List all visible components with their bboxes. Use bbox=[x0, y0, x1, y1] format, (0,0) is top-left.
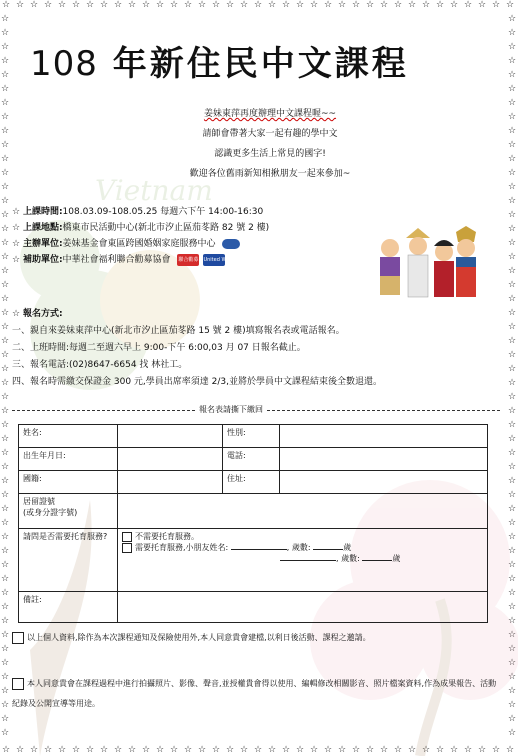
border-star-icon: ☆ bbox=[508, 644, 517, 654]
border-star-icon: ☆ bbox=[296, 745, 305, 755]
notes-label: 備註: bbox=[19, 592, 118, 623]
signup-item: 二、上班時間:每週二至週六早上 9:00-下午 6:00,03 月 07 日報名截止。 bbox=[12, 343, 306, 353]
border-star-icon: ☆ bbox=[1, 616, 10, 626]
childcare-no-checkbox[interactable] bbox=[122, 532, 132, 542]
border-star-icon: ☆ bbox=[508, 98, 517, 108]
info-place: ☆ 上課地點:橋東市民活動中心(新北市汐止區茄苳路 82 號 2 樓) bbox=[12, 223, 270, 233]
border-star-icon: ☆ bbox=[310, 0, 319, 10]
border-star-icon: ☆ bbox=[508, 84, 517, 94]
border-star-icon: ☆ bbox=[142, 0, 151, 10]
border-star-icon: ☆ bbox=[508, 420, 517, 430]
border-star-icon: ☆ bbox=[508, 588, 517, 598]
border-star-icon: ☆ bbox=[1, 126, 10, 136]
signup-heading-text: 報名方式: bbox=[22, 309, 63, 319]
border-star-icon: ☆ bbox=[1, 714, 10, 724]
border-star-icon: ☆ bbox=[170, 745, 179, 755]
border-star-icon: ☆ bbox=[128, 745, 137, 755]
united-way-tw-logo: 聯合勸募 bbox=[177, 254, 199, 266]
border-star-icon: ☆ bbox=[198, 745, 207, 755]
info-host-label: 主辦單位: bbox=[22, 239, 63, 249]
signup-item: 四、報名時需繳交保證金 300 元,學員出席率須達 2/3,並將於學員中文課程結束後全數退還。 bbox=[12, 377, 382, 387]
border-star-icon: ☆ bbox=[508, 210, 517, 220]
border-star-icon: ☆ bbox=[184, 0, 193, 10]
nationality-label: 國籍: bbox=[19, 471, 118, 494]
border-star-icon: ☆ bbox=[408, 0, 417, 10]
border-star-icon: ☆ bbox=[508, 112, 517, 122]
border-star-icon: ☆ bbox=[44, 0, 53, 10]
border-star-icon: ☆ bbox=[86, 745, 95, 755]
border-star-icon: ☆ bbox=[508, 462, 517, 472]
border-star-icon: ☆ bbox=[1, 168, 10, 178]
consent-1-text: 以上個人資料,除作為本次課程通知及保險使用外,本人同意貴會建檔,以利日後活動、課程之邀請。 bbox=[27, 633, 371, 642]
border-star-icon: ☆ bbox=[436, 745, 445, 755]
residence-label-cell bbox=[19, 494, 118, 529]
border-star-icon: ☆ bbox=[1, 140, 10, 150]
residence-label: 居留證號 bbox=[23, 497, 55, 506]
border-star-icon: ☆ bbox=[1, 406, 10, 416]
border-star-icon: ☆ bbox=[72, 0, 81, 10]
border-star-icon: ☆ bbox=[1, 112, 10, 122]
border-star-icon: ☆ bbox=[156, 745, 165, 755]
border-star-icon: ☆ bbox=[184, 745, 193, 755]
border-star-icon: ☆ bbox=[394, 0, 403, 10]
border-star-icon: ☆ bbox=[508, 294, 517, 304]
border-star-icon: ☆ bbox=[338, 745, 347, 755]
border-star-icon: ☆ bbox=[58, 745, 67, 755]
border-star-icon: ☆ bbox=[436, 0, 445, 10]
info-time-label: 上課時間: bbox=[22, 207, 63, 217]
age-unit: 歲 bbox=[392, 554, 401, 563]
border-star-icon: ☆ bbox=[1, 308, 10, 318]
border-star-icon: ☆ bbox=[1, 392, 10, 402]
border-star-icon: ☆ bbox=[212, 0, 221, 10]
childcare-options bbox=[118, 529, 488, 592]
border-star-icon: ☆ bbox=[508, 140, 517, 150]
border-star-icon: ☆ bbox=[464, 745, 473, 755]
figures-illustration bbox=[372, 226, 482, 306]
border-star-icon: ☆ bbox=[1, 518, 10, 528]
childcare-no-label: 不需要托育服務。 bbox=[135, 532, 199, 541]
border-star-icon: ☆ bbox=[508, 336, 517, 346]
age-label: 歲數: bbox=[291, 543, 311, 552]
info-host-value: 姜妹基金會東區跨國婚姻家庭服務中心 bbox=[62, 239, 216, 249]
border-star-icon: ☆ bbox=[1, 70, 10, 80]
border-star-icon: ☆ bbox=[1, 672, 10, 682]
border-star-icon: ☆ bbox=[268, 745, 277, 755]
border-star-icon: ☆ bbox=[1, 434, 10, 444]
child-name-blank[interactable] bbox=[231, 549, 287, 550]
border-star-icon: ☆ bbox=[508, 434, 517, 444]
border-star-icon: ☆ bbox=[282, 0, 291, 10]
border-star-icon: ☆ bbox=[1, 658, 10, 668]
border-star-icon: ☆ bbox=[30, 745, 39, 755]
border-star-icon: ☆ bbox=[508, 322, 517, 332]
border-star-icon: ☆ bbox=[1, 560, 10, 570]
united-way-logo: United Way bbox=[203, 254, 225, 266]
intro-line: 請師會帶著大家一起有趣的學中文 bbox=[202, 129, 338, 139]
border-star-icon: ☆ bbox=[422, 745, 431, 755]
border-star-icon: ☆ bbox=[394, 745, 403, 755]
phone-label: 電話: bbox=[223, 448, 280, 471]
border-star-icon: ☆ bbox=[366, 745, 375, 755]
course-info bbox=[12, 204, 269, 268]
info-place-label: 上課地點: bbox=[22, 223, 63, 233]
title-text: 年新住民中文課程 bbox=[112, 44, 409, 84]
name-label: 姓名: bbox=[19, 425, 118, 448]
border-star-icon: ☆ bbox=[310, 745, 319, 755]
child-age-blank[interactable] bbox=[313, 549, 343, 550]
border-star-icon: ☆ bbox=[254, 745, 263, 755]
border-star-icon: ☆ bbox=[1, 420, 10, 430]
address-field[interactable] bbox=[280, 471, 488, 494]
border-star-icon: ☆ bbox=[508, 490, 517, 500]
border-star-icon: ☆ bbox=[1, 350, 10, 360]
border-star-icon: ☆ bbox=[1, 504, 10, 514]
border-star-icon: ☆ bbox=[508, 616, 517, 626]
border-star-icon: ☆ bbox=[1, 728, 10, 738]
border-star-icon: ☆ bbox=[508, 476, 517, 486]
info-place-value: 橋東市民活動中心(新北市汐止區茄苳路 82 號 2 樓) bbox=[62, 223, 270, 233]
border-star-icon: ☆ bbox=[1, 630, 10, 640]
intro-line: 認識更多生活上常見的國字! bbox=[214, 149, 326, 159]
border-star-icon: ☆ bbox=[508, 350, 517, 360]
border-star-icon: ☆ bbox=[422, 0, 431, 10]
childcare-no-option[interactable] bbox=[122, 531, 483, 542]
border-star-icon: ☆ bbox=[508, 56, 517, 66]
child-age-blank[interactable] bbox=[362, 560, 392, 561]
border-star-icon: ☆ bbox=[114, 0, 123, 10]
border-star-icon: ☆ bbox=[508, 364, 517, 374]
border-star-icon: ☆ bbox=[1, 224, 10, 234]
info-time: ☆ 上課時間:108.03.09-108.05.25 每週六下午 14:00-16:30 bbox=[12, 207, 264, 217]
border-star-icon: ☆ bbox=[240, 0, 249, 10]
border-star-icon: ☆ bbox=[324, 0, 333, 10]
border-star-icon: ☆ bbox=[212, 745, 221, 755]
border-star-icon: ☆ bbox=[1, 644, 10, 654]
border-star-icon: ☆ bbox=[508, 658, 517, 668]
border-star-icon: ☆ bbox=[142, 745, 151, 755]
border-star-icon: ☆ bbox=[508, 28, 517, 38]
gender-field[interactable] bbox=[280, 425, 488, 448]
border-star-icon: ☆ bbox=[1, 476, 10, 486]
border-star-icon: ☆ bbox=[240, 745, 249, 755]
dob-field[interactable] bbox=[118, 448, 223, 471]
border-star-icon: ☆ bbox=[128, 0, 137, 10]
border-star-icon: ☆ bbox=[508, 714, 517, 724]
border-star-icon: ☆ bbox=[1, 42, 10, 52]
border-star-icon: ☆ bbox=[1, 364, 10, 374]
border-star-icon: ☆ bbox=[508, 154, 517, 164]
border-star-icon: ☆ bbox=[508, 392, 517, 402]
border-star-icon: ☆ bbox=[86, 0, 95, 10]
border-star-icon: ☆ bbox=[508, 686, 517, 696]
border-star-icon: ☆ bbox=[508, 504, 517, 514]
border-star-icon: ☆ bbox=[296, 0, 305, 10]
name-field[interactable] bbox=[118, 425, 223, 448]
gender-label: 性別: bbox=[223, 425, 280, 448]
border-star-icon: ☆ bbox=[100, 0, 109, 10]
border-star-icon: ☆ bbox=[1, 28, 10, 38]
border-star-icon: ☆ bbox=[1, 462, 10, 472]
border-star-icon: ☆ bbox=[478, 745, 487, 755]
info-sponsor-label: 補助單位: bbox=[22, 255, 63, 265]
border-star-icon: ☆ bbox=[508, 406, 517, 416]
border-star-icon: ☆ bbox=[508, 14, 517, 24]
info-sponsor: ☆ 補助單位:中華社會福利聯合勸募協會 聯合勸募 United Way bbox=[12, 255, 233, 265]
border-star-icon: ☆ bbox=[1, 266, 10, 276]
border-star-icon: ☆ bbox=[268, 0, 277, 10]
border-star-icon: ☆ bbox=[1, 98, 10, 108]
intro-line: 歡迎各位舊雨新知相揪朋友一起來參加~ bbox=[189, 169, 351, 179]
border-star-icon: ☆ bbox=[366, 0, 375, 10]
info-time-value: 108.03.09-108.05.25 每週六下午 14:00-16:30 bbox=[62, 207, 264, 217]
consent-2 bbox=[12, 674, 504, 714]
consent-1 bbox=[12, 628, 504, 648]
border-star-icon: ☆ bbox=[508, 168, 517, 178]
residence-field[interactable] bbox=[118, 494, 488, 529]
nationality-field[interactable] bbox=[118, 471, 223, 494]
page-title bbox=[30, 36, 490, 85]
border-star-icon: ☆ bbox=[1, 448, 10, 458]
border-star-icon: ☆ bbox=[16, 0, 25, 10]
border-star-icon: ☆ bbox=[1, 336, 10, 346]
border-star-icon: ☆ bbox=[508, 672, 517, 682]
info-sponsor-value: 中華社會福利聯合勸募協會 bbox=[62, 255, 171, 265]
watermark-text: Vietnam bbox=[95, 174, 213, 207]
border-star-icon: ☆ bbox=[450, 0, 459, 10]
host-logo-icon bbox=[222, 239, 240, 249]
registration-form bbox=[18, 424, 488, 623]
border-star-icon: ☆ bbox=[1, 280, 10, 290]
childcare-yes-checkbox[interactable] bbox=[122, 543, 132, 553]
border-star-icon: ☆ bbox=[508, 280, 517, 290]
border-star-icon: ☆ bbox=[408, 745, 417, 755]
border-star-icon: ☆ bbox=[338, 0, 347, 10]
consent-1-checkbox[interactable] bbox=[12, 632, 24, 644]
sponsor-logos bbox=[177, 254, 233, 266]
border-star-icon: ☆ bbox=[58, 0, 67, 10]
border-star-icon: ☆ bbox=[508, 378, 517, 388]
info-host: ☆ 主辦單位:姜妹基金會東區跨國婚姻家庭服務中心 bbox=[12, 236, 269, 252]
notes-field[interactable] bbox=[118, 592, 488, 623]
border-star-icon: ☆ bbox=[1, 602, 10, 612]
cut-line-label: 報名表請撕下繳回 bbox=[196, 404, 266, 415]
border-star-icon: ☆ bbox=[508, 448, 517, 458]
border-star-icon: ☆ bbox=[380, 0, 389, 10]
border-star-icon: ☆ bbox=[508, 196, 517, 206]
border-star-icon: ☆ bbox=[508, 546, 517, 556]
border-star-icon: ☆ bbox=[508, 518, 517, 528]
border-star-icon: ☆ bbox=[508, 182, 517, 192]
border-star-icon: ☆ bbox=[2, 745, 11, 755]
residence-sublabel: (或身分證字號) bbox=[23, 508, 78, 517]
border-star-icon: ☆ bbox=[508, 224, 517, 234]
border-star-icon: ☆ bbox=[508, 574, 517, 584]
border-star-icon: ☆ bbox=[492, 745, 501, 755]
border-star-icon: ☆ bbox=[1, 546, 10, 556]
border-star-icon: ☆ bbox=[1, 154, 10, 164]
border-star-icon: ☆ bbox=[508, 70, 517, 80]
consent-2-checkbox[interactable] bbox=[12, 678, 24, 690]
border-star-icon: ☆ bbox=[1, 574, 10, 584]
border-star-icon: ☆ bbox=[1, 490, 10, 500]
border-star-icon: ☆ bbox=[16, 745, 25, 755]
border-star-icon: ☆ bbox=[352, 0, 361, 10]
border-star-icon: ☆ bbox=[1, 700, 10, 710]
border-star-icon: ☆ bbox=[1, 196, 10, 206]
border-star-icon: ☆ bbox=[114, 745, 123, 755]
border-star-icon: ☆ bbox=[44, 745, 53, 755]
border-star-icon: ☆ bbox=[1, 56, 10, 66]
border-star-icon: ☆ bbox=[1, 84, 10, 94]
border-star-icon: ☆ bbox=[380, 745, 389, 755]
border-star-icon: ☆ bbox=[226, 0, 235, 10]
border-star-icon: ☆ bbox=[30, 0, 39, 10]
border-star-icon: ☆ bbox=[170, 0, 179, 10]
border-star-icon: ☆ bbox=[492, 0, 501, 10]
border-star-icon: ☆ bbox=[506, 745, 515, 755]
border-star-icon: ☆ bbox=[1, 532, 10, 542]
border-star-icon: ☆ bbox=[450, 745, 459, 755]
dob-label: 出生年月日: bbox=[19, 448, 118, 471]
border-star-icon: ☆ bbox=[1, 14, 10, 24]
childcare-yes-second-line: , 歲數: 歲 bbox=[122, 553, 483, 564]
intro-line: 姜妹東萍再度辦理中文課程喔~~ bbox=[203, 109, 337, 119]
border-star-icon: ☆ bbox=[324, 745, 333, 755]
border-star-icon: ☆ bbox=[352, 745, 361, 755]
border-star-icon: ☆ bbox=[1, 588, 10, 598]
border-star-icon: ☆ bbox=[1, 322, 10, 332]
border-star-icon: ☆ bbox=[282, 745, 291, 755]
border-star-icon: ☆ bbox=[508, 308, 517, 318]
border-star-icon: ☆ bbox=[1, 686, 10, 696]
border-star-icon: ☆ bbox=[508, 630, 517, 640]
signup-heading: ☆ 報名方式: bbox=[12, 309, 63, 319]
border-star-icon: ☆ bbox=[1, 252, 10, 262]
border-star-icon: ☆ bbox=[508, 560, 517, 570]
border-star-icon: ☆ bbox=[156, 0, 165, 10]
consent-2-text: 本人同意貴會在課程過程中進行拍攝照片、影像、聲音,並授權貴會得以使用、編輯修改相關影音、照片檔案資料,作為成果報告、活動紀錄及公開宣導等用途。 bbox=[12, 679, 497, 708]
childcare-yes-option[interactable]: 需要托育服務,小朋友姓名: , 歲數: 歲 bbox=[122, 542, 483, 553]
border-star-icon: ☆ bbox=[100, 745, 109, 755]
age-label: 歲數: bbox=[341, 554, 360, 563]
border-star-icon: ☆ bbox=[254, 0, 263, 10]
title-year: 108 bbox=[30, 44, 98, 84]
border-star-icon: ☆ bbox=[2, 0, 11, 10]
signup-section bbox=[12, 306, 382, 391]
border-star-icon: ☆ bbox=[508, 602, 517, 612]
border-star-icon: ☆ bbox=[1, 210, 10, 220]
border-star-icon: ☆ bbox=[508, 266, 517, 276]
intro-block bbox=[120, 104, 420, 184]
border-star-icon: ☆ bbox=[508, 532, 517, 542]
signup-item: 一、親自來姜妹東萍中心(新北市汐止區茄苳路 15 號 2 樓)填寫報名表或電話報名。 bbox=[12, 326, 345, 336]
border-star-icon: ☆ bbox=[508, 126, 517, 136]
border-star-icon: ☆ bbox=[508, 700, 517, 710]
phone-field[interactable] bbox=[280, 448, 488, 471]
border-star-icon: ☆ bbox=[1, 238, 10, 248]
age-unit: 歲 bbox=[343, 543, 352, 552]
border-star-icon: ☆ bbox=[508, 238, 517, 248]
border-star-icon: ☆ bbox=[508, 728, 517, 738]
border-star-icon: ☆ bbox=[464, 0, 473, 10]
border-star-icon: ☆ bbox=[508, 252, 517, 262]
childcare-label: 請問是否需要托育服務? bbox=[19, 529, 118, 592]
child-name-blank[interactable] bbox=[280, 560, 336, 561]
border-star-icon: ☆ bbox=[1, 182, 10, 192]
border-star-icon: ☆ bbox=[508, 42, 517, 52]
border-star-icon: ☆ bbox=[478, 0, 487, 10]
border-star-icon: ☆ bbox=[226, 745, 235, 755]
childcare-yes-label: 需要托育服務,小朋友姓名: bbox=[135, 543, 229, 552]
border-star-icon: ☆ bbox=[1, 294, 10, 304]
border-star-icon: ☆ bbox=[198, 0, 207, 10]
border-star-icon: ☆ bbox=[72, 745, 81, 755]
address-label: 住址: bbox=[223, 471, 280, 494]
border-star-icon: ☆ bbox=[506, 0, 515, 10]
border-star-icon: ☆ bbox=[1, 378, 10, 388]
signup-item: 三、報名電話:(02)8647-6654 找 林社工。 bbox=[12, 360, 188, 370]
